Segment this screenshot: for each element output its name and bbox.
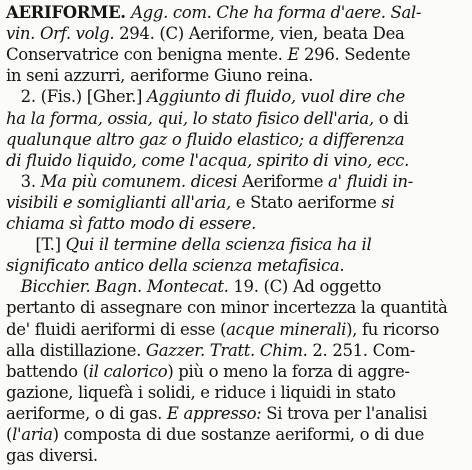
text-run: 294. (C) Aeriforme, vien, beata Dea — [114, 24, 405, 44]
text-run: pertanto di assegnare con minor incertezza la quantità — [6, 298, 448, 318]
italic-text: vin. Orf. volg. — [6, 24, 115, 44]
text-run: 296. Sedente — [299, 45, 411, 65]
italic-text: visibili e somiglianti all'aria, — [6, 192, 231, 212]
entry-line — [6, 277, 381, 297]
entry-line — [6, 383, 396, 403]
italic-text: Aggiunto di fluido, vuol dire che — [146, 87, 405, 107]
text-run: battendo ( — [6, 361, 89, 381]
italic-text: si — [381, 192, 395, 212]
text-run: 2. (Fis.) [Gher.] — [6, 87, 147, 107]
text-run: 19. (C) Ad oggetto — [228, 277, 382, 297]
italic-text: qualunque altro gaz o fluido elastico; a differenza — [6, 129, 405, 149]
entry-line — [6, 24, 404, 44]
text-run: ) composta di due sostanze aeriformi, o di due — [52, 425, 425, 444]
entry-line — [6, 404, 427, 424]
italic-text: l'aria — [12, 425, 53, 444]
entry-line — [6, 214, 256, 234]
italic-text: significato antico della scienza metafisica. — [6, 256, 345, 276]
text-run: aeriforme, o di gas. — [6, 403, 167, 423]
italic-text: ha la forma, ossia, qui, lo stato fisico dell'aria, — [6, 108, 374, 128]
text-run: ), fu ricorso — [346, 319, 440, 339]
italic-text: chiama sì fatto modo di essere. — [6, 214, 257, 233]
text-run: [T.] — [6, 235, 66, 255]
headword: AERIFORME. — [6, 3, 132, 22]
text-run: Conservatrice con benigna mente. — [6, 45, 288, 65]
text-run: 3. — [6, 171, 41, 191]
entry-line — [6, 130, 404, 150]
entry-line — [6, 87, 405, 107]
italic-text: Bicchier. Bagn. Montecat. — [6, 277, 229, 297]
italic-text: il calorico — [88, 361, 168, 381]
text-run: in seni azzurri, aeriforme Giuno reina. — [6, 66, 314, 86]
italic-text: Gazzer. Tratt. Chim. — [145, 340, 308, 360]
entry-line — [6, 425, 424, 445]
text-run: e Stato aeriforme — [230, 192, 382, 212]
text-run: ) più o meno la forza di aggre- — [167, 361, 410, 381]
entry-line — [6, 45, 410, 65]
entry-line — [6, 235, 371, 255]
italic-text: di fluido liquido, come l'acqua, spirito di vino, ecc. — [6, 150, 409, 170]
italic-text: Ma più comunem. dicesi — [40, 171, 238, 191]
italic-text: acque minerali — [226, 319, 347, 339]
text-run: alla distillazione. — [6, 340, 146, 360]
text-run: gas diversi. — [6, 446, 98, 466]
text-run: Aeriforme — [237, 171, 329, 191]
entry-line — [6, 256, 344, 276]
text-run: ( — [6, 425, 13, 444]
entry-line — [6, 109, 408, 129]
entry-line — [6, 298, 447, 318]
italic-text: Agg. com. Che ha forma d'aere. Sal- — [131, 3, 422, 22]
entry-line — [6, 341, 415, 361]
text-run: gazione, liquefà i solidi, e riduce i liquidi in stato — [6, 382, 396, 402]
entry-line — [6, 172, 413, 192]
entry-line — [6, 66, 313, 86]
entry-line — [6, 3, 421, 23]
text-run: 2. 251. Com- — [307, 340, 415, 360]
italic-text: E — [287, 45, 300, 65]
italic-text: E appresso: — [166, 403, 262, 423]
text-run: Si trova per l'analisi — [261, 403, 428, 423]
entry-line — [6, 446, 98, 466]
italic-text: Qui il termine della scienza fisica ha il — [65, 235, 372, 255]
entry-line — [6, 193, 394, 213]
entry-line — [6, 151, 409, 171]
text-run: de' fluidi aeriformi di esse ( — [6, 319, 227, 339]
entry-line — [6, 320, 439, 340]
entry-line — [6, 362, 410, 382]
text-run: o di — [373, 108, 409, 128]
italic-text: a' fluidi in- — [328, 171, 413, 191]
